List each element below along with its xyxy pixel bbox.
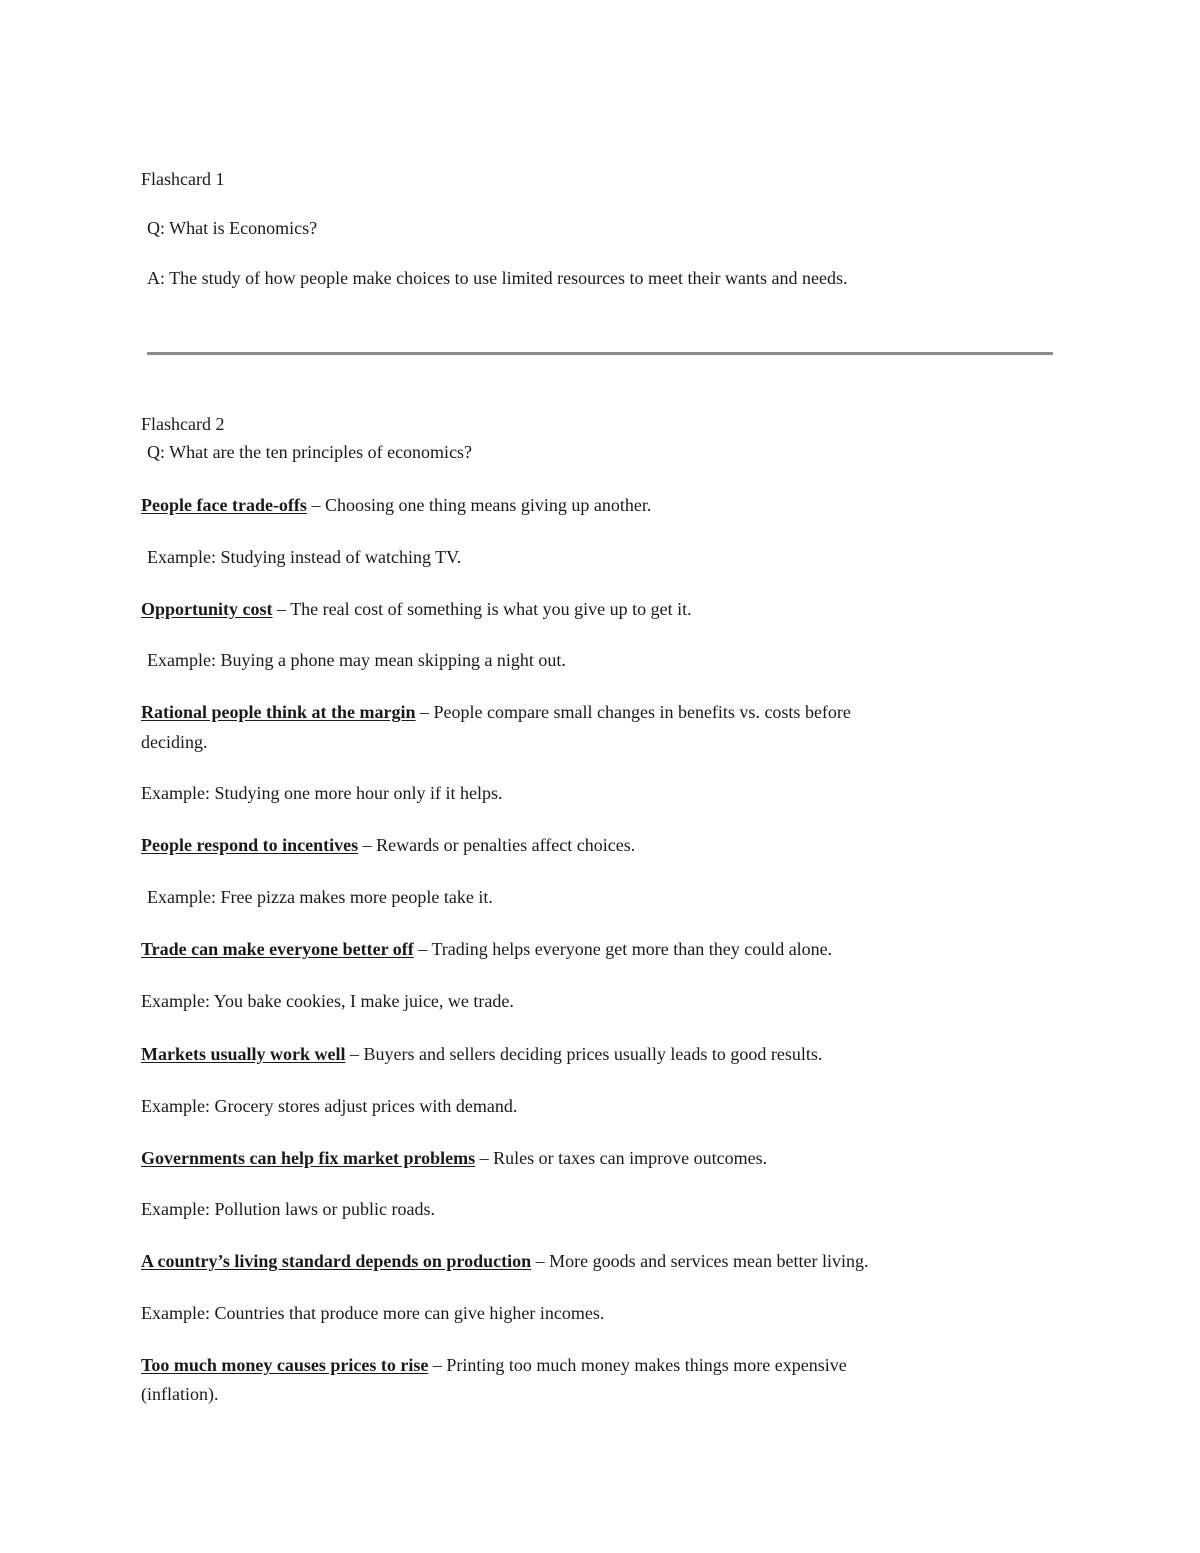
principle-term: Governments can help fix market problems	[141, 1148, 476, 1168]
principle-term: Rational people think at the margin	[141, 702, 416, 722]
principle-term: People respond to incentives	[141, 835, 359, 855]
flashcard-1-title: Flashcard 1	[141, 169, 225, 189]
principle-term: A country’s living standard depends on production	[141, 1251, 532, 1271]
principle-7-example: Example: Pollution laws or public roads.	[141, 1199, 435, 1219]
principle-3	[141, 700, 851, 724]
principle-8-example: Example: Countries that produce more can give higher incomes.	[141, 1303, 605, 1323]
principle-8	[141, 1249, 869, 1273]
principle-term: Markets usually work well	[141, 1044, 346, 1064]
principle-2	[141, 597, 692, 621]
principle-description: – People compare small changes in benefits vs. costs before	[415, 702, 851, 722]
principle-4-example: Example: Free pizza makes more people take it.	[147, 887, 493, 907]
principle-term: Too much money causes prices to rise	[141, 1355, 429, 1375]
flashcard-2-question: Q: What are the ten principles of economics?	[147, 442, 473, 462]
principle-description: – Trading helps everyone get more than they could alone.	[413, 939, 833, 959]
principle-term: People face trade-offs	[141, 495, 307, 515]
principle-3-continuation: deciding.	[141, 732, 208, 752]
principle-3-example: Example: Studying one more hour only if it helps.	[141, 783, 503, 803]
principle-term: Opportunity cost	[141, 599, 273, 619]
principle-9	[141, 1353, 847, 1377]
principle-description: – More goods and services mean better living.	[531, 1251, 869, 1271]
flashcard-1-question: Q: What is Economics?	[147, 218, 318, 238]
principle-description: – Buyers and sellers deciding prices usually leads to good results.	[345, 1044, 823, 1064]
principle-description: – Printing too much money makes things more expensive	[428, 1355, 847, 1375]
principle-2-example: Example: Buying a phone may mean skipping a night out.	[147, 650, 566, 670]
principle-description: – The real cost of something is what you give up to get it.	[272, 599, 692, 619]
principle-4	[141, 833, 635, 857]
principle-5	[141, 937, 832, 961]
principle-description: – Choosing one thing means giving up another.	[306, 495, 652, 515]
principle-9-continuation: (inflation).	[141, 1384, 219, 1404]
principle-1-example: Example: Studying instead of watching TV.	[147, 547, 462, 567]
principle-6-example: Example: Grocery stores adjust prices with demand.	[141, 1096, 518, 1116]
horizontal-divider	[147, 352, 1053, 355]
flashcard-1-answer: A: The study of how people make choices to use limited resources to meet their wants and needs.	[147, 268, 848, 288]
principle-description: – Rewards or penalties affect choices.	[358, 835, 636, 855]
principle-1	[141, 493, 651, 517]
principle-term: Trade can make everyone better off	[141, 939, 414, 959]
principle-7	[141, 1146, 767, 1170]
flashcard-2-title: Flashcard 2	[141, 414, 225, 434]
principle-5-example: Example: You bake cookies, I make juice, we trade.	[141, 991, 514, 1011]
principle-description: – Rules or taxes can improve outcomes.	[475, 1148, 768, 1168]
principle-6	[141, 1042, 822, 1066]
